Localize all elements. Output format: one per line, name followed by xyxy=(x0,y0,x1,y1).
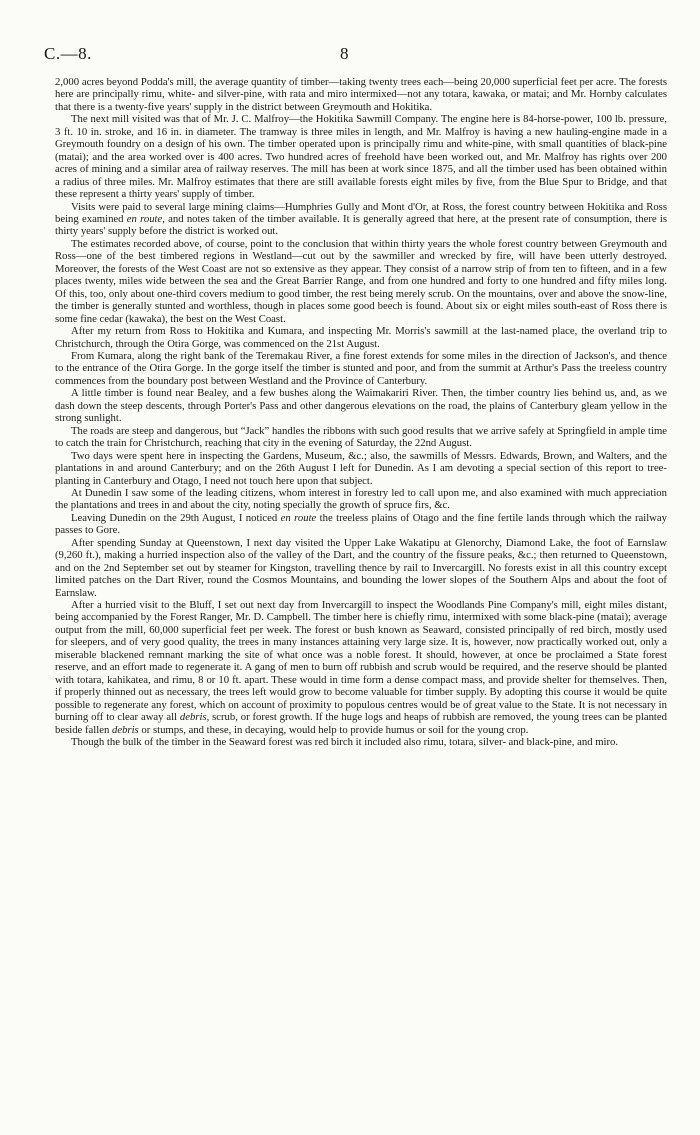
paragraph: Leaving Dunedin on the 29th August, I noticed en route the treeless plains of Otago and the fine fertile lands through which the railway passes to Gore. xyxy=(55,511,667,537)
paragraph: From Kumara, along the right bank of the Teremakau River, a fine forest extends for some miles in the direction of Jackson's, and thence to the entrance of the Otira Gorge. In the gorge itself the timber is stunted and poor, and from the summit at Arthur's Pass the treeless country commences from the boundary post between Westland and the Province of Canterbury. xyxy=(55,349,667,387)
italic-term: en route xyxy=(126,212,163,225)
paragraph: 2,000 acres beyond Podda's mill, the average quantity of timber—taking twenty trees each—being 20,000 superficial feet per acre. The forests here are principally rimu, white- and silver-pine, with rata and miro intermixed—not any totara, kawaka, or matai; and Mr. Hornby calculates that there is a twenty-five years' supply in the district between Greymouth and Hokitika. xyxy=(55,76,667,113)
paragraph: The estimates recorded above, of course, point to the conclusion that within thirty years the whole forest country between Greymouth and Ross—one of the best timbered regions in Westland—cut out by the sawmiller and wrecked by fire, will have been utterly destroyed. Moreover, the forests of the West Coast are not so extensive as they appear. They consist of a narrow strip of from ten to fifteen, and in a few places twenty, miles wide between the sea and the Great Barrier Range, and from one hundred and forty to one hundred and fifty miles long. Of this, too, only about one-third covers medium to good timber, the rest being merely scrub. On the mountains, over and above the snow-line, the timber is generally stunted and worthless, though in places some good beech is found. About six or eight miles south-east of Ross there is some fine cedar (kawaka), the best on the West Coast. xyxy=(55,237,667,325)
paragraph: Two days were spent here in inspecting the Gardens, Museum, &c.; also, the sawmills of Messrs. Edwards, Brown, and Walters, and the plantations in and around Canterbury; and on the 26th August I left for Dunedin. As I am devoting a special section of this report to tree-planting in Canterbury and Otago, I need not touch here upon that subject. xyxy=(55,449,667,487)
document-code: C.—8. xyxy=(44,44,92,63)
page-number: 8 xyxy=(340,44,349,63)
paragraph: After my return from Ross to Hokitika and Kumara, and inspecting Mr. Morris's sawmill at the last-named place, the overland trip to Christchurch, through the Otira Gorge, was commenced on the 21st August. xyxy=(55,325,667,350)
italic-term: debris xyxy=(111,723,139,736)
paragraph: The next mill visited was that of Mr. J. C. Malfroy—the Hokitika Sawmill Company. The engine here is 84-horse-power, 100 lb. pressure, 3 ft. 10 in. stroke, and 16 in. in diameter. The tramway is three miles in length, and Mr. Malfroy is having a new hauling-engine made in a Greymouth foundry on a design of his own. The timber operated upon is principally rimu and white-pine, with small quantities of black-pine (matai); and the area worked over is 400 acres. Two hundred acres of freehold have been worked out, and Mr. Malfroy has rights over 200 acres of mining and a similar area of railway reserves. The mill has been at work since 1875, and all the timber used has been obtained within a radius of three miles. Mr. Malfroy estimates that there are still available forests eight miles by five, from the Blue Spur to Bridge, and that these represent a thirty years' supply of timber. xyxy=(55,113,667,201)
italic-term: en route xyxy=(280,511,317,524)
paragraph: After a hurried visit to the Bluff, I set out next day from Invercargill to inspect the Woodlands Pine Company's mill, eight miles distant, being accompanied by the Forest Ranger, Mr. D. Campbell. The timber here is chiefly rimu, intermixed with some black-pine (matai); average output from the mill, 60,000 superficial feet per week. The forest or bush known as Seaward, consisted principally of red birch, mostly used for sleepers, and of very good quality, the trees in many instances attaining very large size. It is, however, now practically worked out, only a miserable blackened remnant marking the site of what once was a noble forest. It should, however, at once be proclaimed a State forest reserve, and an effort made to regenerate it. A gang of men to burn off rubbish and scrub would be required, and the reserve should be planted with totara, kahikatea, and rimu, 8 or 10 ft. apart. These would in time form a dense compact mass, and provide shelter for themselves. Then, if properly thinned out as necessary, the trees left would grow to become valuable for timber supply. By adopting this course it would be quite possible to regenerate any forest, which on account of proximity to populous centres would be of great value to the State. It is not necessary in burning off to clear away all debris, scrub, or forest growth. If the huge logs and heaps of rubbish are removed, the young trees can be planted beside fallen debris or stumps, and these, in decaying, would help to provide humus or soil for the young crop. xyxy=(55,599,667,736)
paragraph: A little timber is found near Bealey, and a few bushes along the Waimakariri River. Then, the timber country lies behind us, and, as we dash down the steep descents, through Porter's Pass and other dangerous elevations on the road, the plains of Canterbury gleam yellow in the strong sunlight. xyxy=(55,387,667,425)
italic-term: debris xyxy=(179,711,207,724)
body-text xyxy=(55,76,667,748)
paragraph: Visits were paid to several large mining claims—Humphries Gully and Mont d'Or, at Ross, the forest country between Hokitika and Ross being examined en route, and notes taken of the timber available. It is generally agreed that here, at the present rate of consumption, there is thirty years' supply before the district is worked out. xyxy=(55,200,667,238)
paragraph: After spending Sunday at Queenstown, I next day visited the Upper Lake Wakatipu at Glenorchy, Diamond Lake, the foot of Earnslaw (9,260 ft.), making a hurried inspection also of the valley of the Dart, and the country of the fissure peaks, &c.; then returned to Queenstown, and on the 2nd September set out by steamer for Kingston, travelling thence by rail to Invercargill. No forests exist in all this country except limited patches on the Dart River, round the Cosmos Mountains, and bounding the lower slopes of the Southern Alps and about the foot of Earnslaw. xyxy=(55,536,667,599)
paragraph: At Dunedin I saw some of the leading citizens, whom interest in forestry led to call upon me, and also examined with much appreciation the plantations and trees in and about the city, noting specially the growth of spruce firs, &c. xyxy=(55,486,667,512)
paragraph: Though the bulk of the timber in the Seaward forest was red birch it included also rimu, totara, silver- and black-pine, and miro. xyxy=(71,736,619,749)
paragraph: The roads are steep and dangerous, but “Jack” handles the ribbons with such good results that we arrive safely at Springfield in ample time to catch the train for Christchurch, reaching that city in the evening of Saturday, the 22nd August. xyxy=(55,424,667,450)
